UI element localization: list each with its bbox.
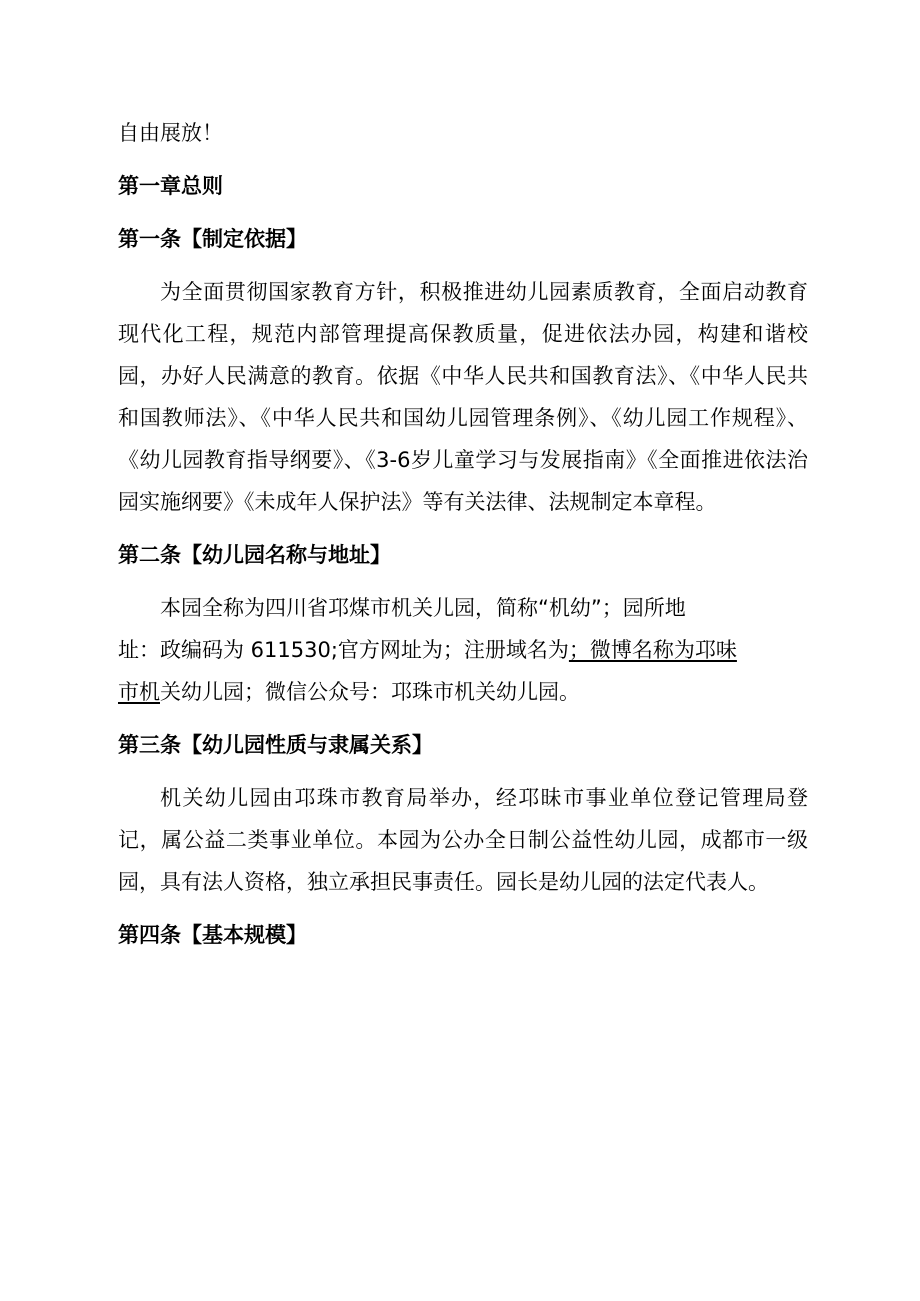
article-2-underlined-text: ；微博名称为邛味: [568, 638, 737, 662]
chapter-title: 第一章总则: [118, 174, 223, 198]
article-2-underlined-text-cont: 市机: [118, 680, 160, 704]
article-2-line-3-text: 关幼儿园；微信公众号：邛珠市机关幼儿园。: [160, 680, 580, 704]
article-1-body: 为全面贯彻国家教育方针，积极推进幼儿园素质教育，全面启动教育现代化工程，规范内部管理提高保教质量，促进依法办园，构建和谐校园，办好人民满意的教育。依据《中华人民共和国教育法》、《中华人民共和国教师法》、《中华人民共和国幼儿园管理条例》、《幼儿园工作规程》、《幼儿园教育指导纲要》、《3-6岁儿童学习与发展指南》《全面推进依法治园实施纲要》《未成年人保护法》等有关法律、法规制定本章程。: [118, 280, 808, 514]
article-3-title: 第三条【幼儿园性质与隶属关系】: [118, 733, 433, 757]
article-1-title: 第一条【制定依据】: [118, 227, 307, 251]
article-3-body: 机关幼儿园由邛珠市教育局举办，经邛昧市事业单位登记管理局登记，属公益二类事业单位。本园为公办全日制公益性幼儿园，成都市一级园，具有法人资格，独立承担民事责任。园长是幼儿园的法定代表人。: [118, 786, 808, 894]
article-2-body: [118, 587, 808, 713]
article-2-title: 第二条【幼儿园名称与地址】: [118, 543, 391, 567]
article-4-title: 第四条【基本规模】: [118, 923, 307, 947]
intro-fragment: 自由展放！: [118, 121, 223, 145]
document-page: [118, 112, 808, 967]
article-2-line-2: [118, 629, 808, 671]
article-2-line-2-text: 址：政编码为 611530;官方网址为；注册域名为: [118, 638, 569, 662]
article-2-line-3: [118, 671, 808, 713]
article-2-line-1: 本园全称为四川省邛煤市机关儿园，简称“机幼”；园所地: [160, 596, 686, 620]
